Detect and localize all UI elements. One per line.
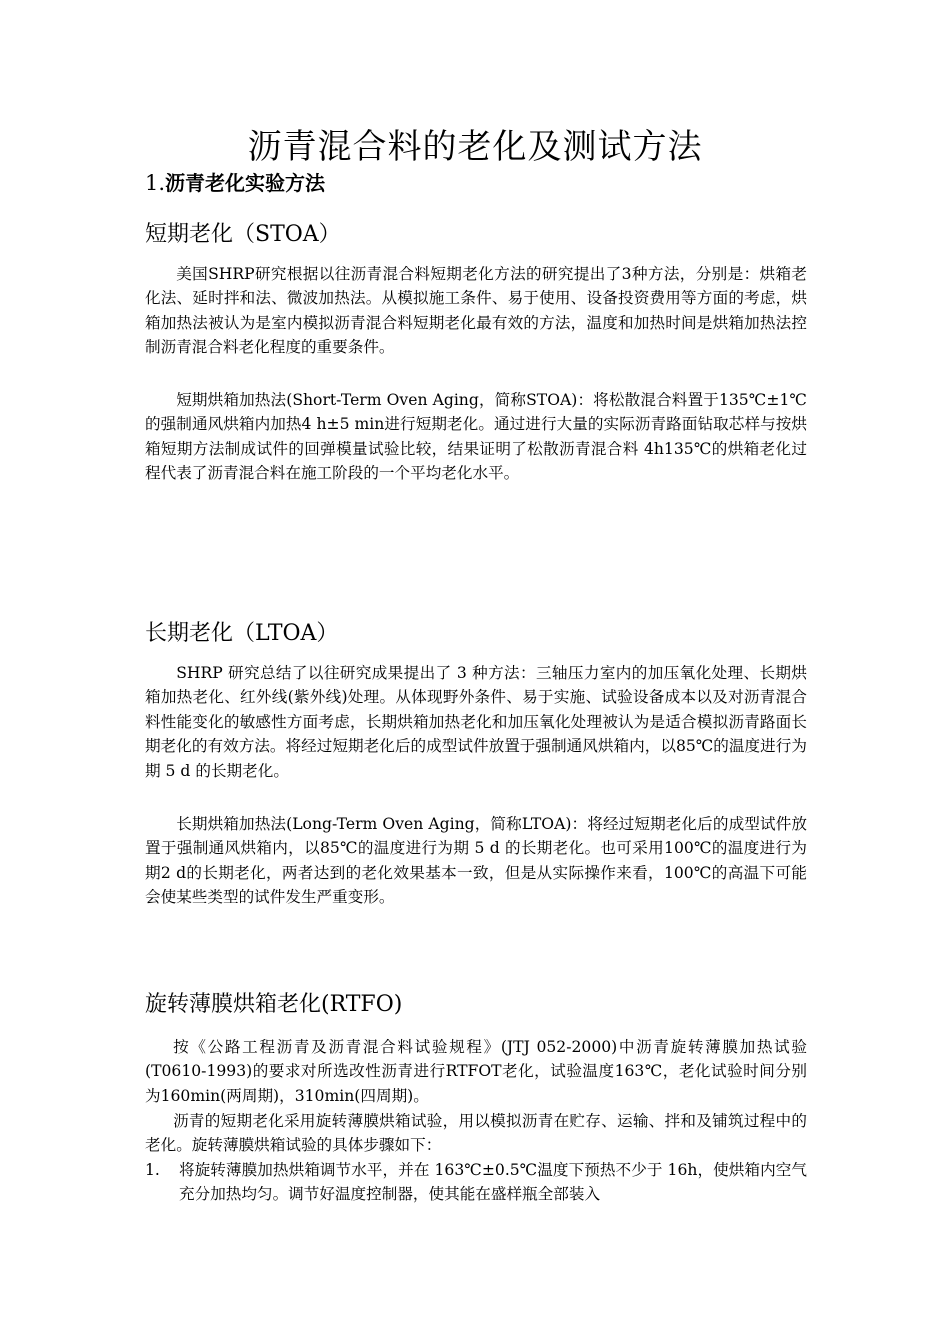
rtfo-steps-list	[145, 1158, 807, 1207]
section-heading-1	[145, 168, 325, 198]
list-item	[145, 1158, 807, 1207]
rtfo-paragraph-2: 沥青的短期老化采用旋转薄膜烘箱试验，用以模拟沥青在贮存、运输、拌和及铺筑过程中的老化。旋转薄膜烘箱试验的具体步骤如下：	[145, 1112, 807, 1155]
stoa-paragraph-2: 短期烘箱加热法(Short-Term Oven Aging，简称STOA)：将松散混合料置于135℃±1℃的强制通风烘箱内加热4 h±5 min进行短期老化。通过进行大量的实际沥青路面钻取芯样与按烘箱短期方法制成试件的回弹模量试验比较，结果证明了松散沥青混合料 4h135℃的烘箱老化过程代表了沥青混合料在施工阶段的一个平均老化水平。	[145, 391, 807, 483]
list-item-text: 将旋转薄膜加热烘箱调节水平，并在 163℃±0.5℃温度下预热不少于 16h，使烘箱内空气充分加热均匀。调节好温度控制器，使其能在盛样瓶全部装入	[179, 1161, 807, 1204]
stoa-paragraph-1: 美国SHRP研究根据以往沥青混合料短期老化方法的研究提出了3种方法，分别是：烘箱老化法、延时拌和法、微波加热法。从模拟施工条件、易于使用、设备投资费用等方面的考虑，烘箱加热法被认为是室内模拟沥青混合料短期老化最有效的方法，温度和加热时间是烘箱加热法控制沥青混合料老化程度的重要条件。	[145, 265, 807, 357]
document-title: 沥青混合料的老化及测试方法	[247, 126, 703, 167]
rtfo-paragraph-1: 按《公路工程沥青及沥青混合料试验规程》(JTJ 052-2000)中沥青旋转薄膜加热试验(T0610-1993)的要求对所选改性沥青进行RTFOT老化，试验温度163℃，老化试验时间分别为160min(两周期)，310min(四周期)。	[145, 1038, 807, 1105]
ltoa-paragraph-2: 长期烘箱加热法(Long-Term Oven Aging，简称LTOA)：将经过短期老化后的成型试件放置于强制通风烘箱内，以85℃的温度进行为期 5 d 的长期老化。也可采用100℃的温度进行为期2 d的长期老化，两者达到的老化效果基本一致，但是从实际操作来看，100℃的高温下可能会使某些类型的试件发生严重变形。	[145, 815, 807, 907]
section-label: 沥青老化实验方法	[165, 171, 326, 195]
list-item-marker: 1.	[145, 1161, 160, 1179]
rtfo-heading: 旋转薄膜烘箱老化(RTFO)	[145, 992, 403, 1017]
ltoa-heading: 长期老化（LTOA）	[145, 621, 339, 646]
ltoa-paragraph-1: SHRP 研究总结了以往研究成果提出了 3 种方法：三轴压力室内的加压氧化处理、长期烘箱加热老化、红外线(紫外线)处理。从体现野外条件、易于实施、试验设备成本以及对沥青混合料性能变化的敏感性方面考虑，长期烘箱加热老化和加压氧化处理被认为是适合模拟沥青路面长期老化的有效方法。将经过短期老化后的成型试件放置于强制通风烘箱内，以85℃的温度进行为期 5 d 的长期老化。	[145, 664, 807, 780]
section-number: 1.	[145, 171, 166, 195]
stoa-heading: 短期老化（STOA）	[145, 222, 341, 247]
